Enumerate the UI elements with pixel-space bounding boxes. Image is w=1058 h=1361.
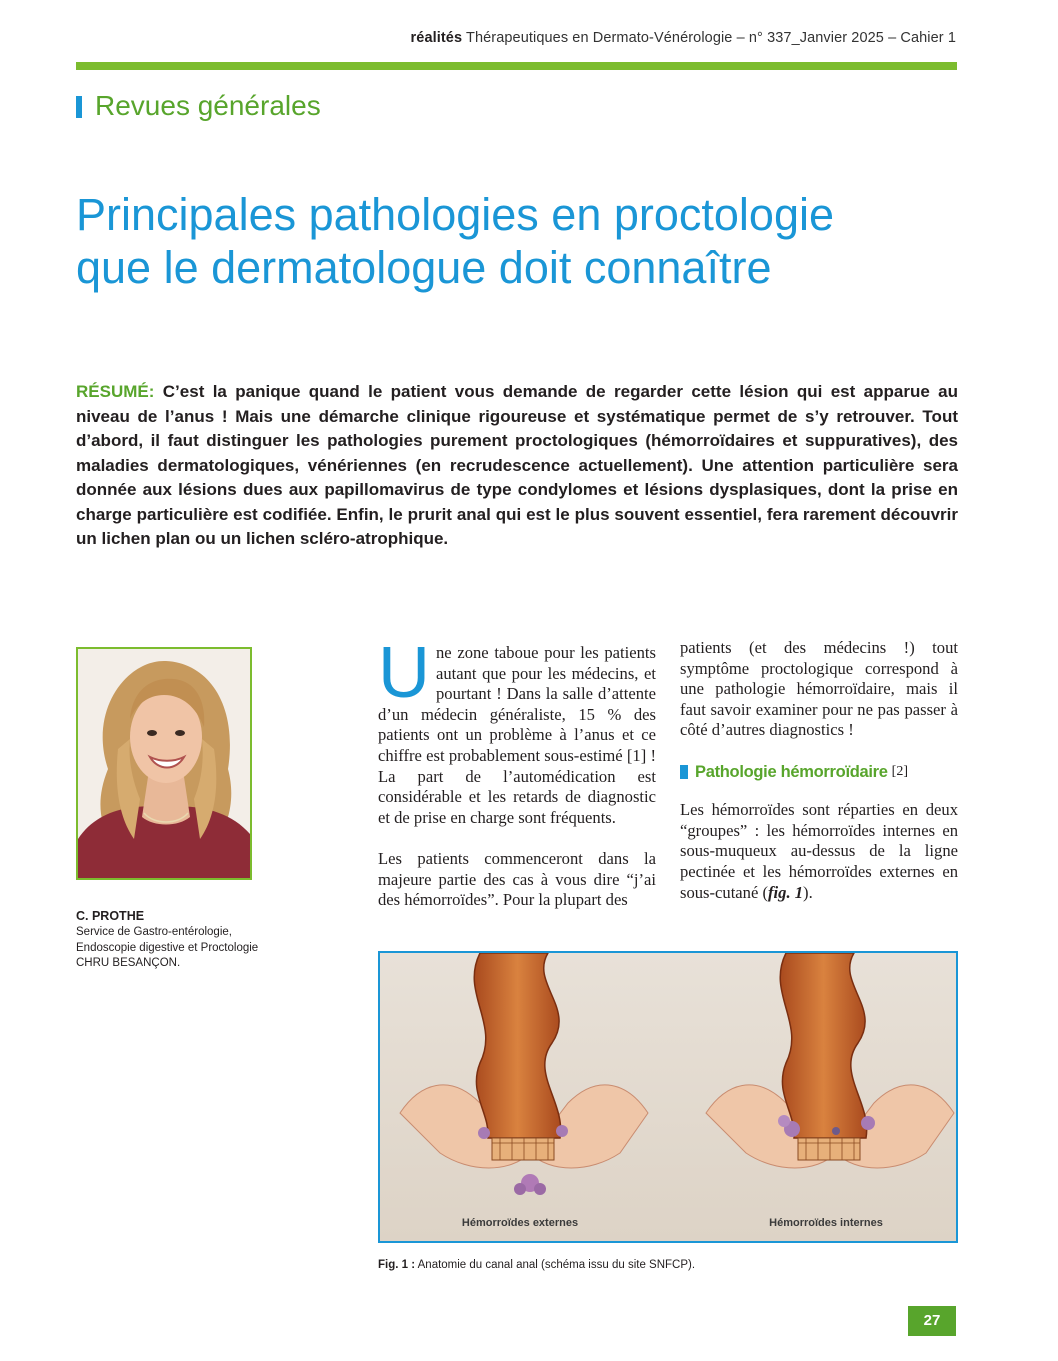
section-title: Pathologie hémorroïdaire xyxy=(695,762,888,781)
left-diagram-label: Hémorroïdes externes xyxy=(461,1217,579,1229)
journal-issue: Thérapeutiques en Dermato-Vénérologie – n° 337_Janvier 2025 – Cahier 1 xyxy=(466,30,956,46)
figure-reference: fig. 1 xyxy=(768,882,804,902)
page-number: 27 xyxy=(908,1306,956,1336)
paragraph-end: ). xyxy=(803,882,813,902)
abstract-text: C’est la panique quand le patient vous demande de regarder cette lésion qui est apparue au niveau de l’anus ! Mais une démarche clinique rigoureuse et systématique permet de s’y retrouver. Tout d’abord, il faut distinguer les pathologies purement proctologiques (hémorroïdaires et suppuratives), des maladies dermatologiques, vénériennes (en recrudescence actuellement). Une attention particulière sera donnée aux lésions dues aux papillomavirus de type condylomes et lésions dysplasiques, dont la prise en charge particulière est codifiée. Enfin, le prurit anal qui est le plus souvent essentiel, fera rarement découvrir un lichen plan ou un lichen scléro-atrophique. xyxy=(76,382,958,548)
rubric-marker xyxy=(76,96,82,118)
affiliation-line: Service de Gastro-entérologie, xyxy=(76,926,232,938)
abstract-label: RÉSUMÉ: xyxy=(76,382,155,401)
title-line: Principales pathologies en proctologie xyxy=(76,189,834,240)
paragraph: patients (et des médecins !) tout symptôme proctologique correspond à une pathologie hémorroïdaire, mais il faut savoir examiner pour ne pas passer à côté d’autres diagnostics ! xyxy=(680,638,958,740)
affiliation-line: Endoscopie digestive et Proctologie xyxy=(76,941,259,954)
section-heading xyxy=(680,762,958,783)
section-marker xyxy=(680,765,688,779)
caption-text: Anatomie du canal anal (schéma issu du site SNFCP). xyxy=(417,1259,696,1271)
abstract xyxy=(76,380,958,552)
article-title xyxy=(76,188,976,294)
right-diagram-label: Hémorroïdes internes xyxy=(769,1217,883,1229)
author-portrait-image xyxy=(78,649,250,878)
author-name: C. PROTHE xyxy=(76,909,145,923)
author-affiliation xyxy=(76,925,306,972)
title-line: que le dermatologue doit connaître xyxy=(76,242,772,293)
paragraph xyxy=(680,800,958,903)
brand-name: réalités xyxy=(410,30,463,46)
paragraph: Les patients commenceront dans la majeure partie des cas à vous dire “j’ai des hémorroïdes”. Pour la plupart des xyxy=(378,848,656,910)
affiliation-line: CHRU BESANÇON. xyxy=(76,957,181,969)
body-column-1 xyxy=(378,633,656,931)
paragraph-text: Les hémorroïdes sont réparties en deux “groupes” : les hémorroïdes internes en sous-muqueux au-dessus de la ligne pectinée et les hémorroïdes externes en sous-cutané ( xyxy=(680,800,958,902)
body-column-2 xyxy=(680,638,958,924)
header-rule xyxy=(76,62,957,70)
running-head xyxy=(411,30,956,46)
figure-anatomy xyxy=(378,951,958,1243)
figure-caption xyxy=(378,1259,695,1271)
drop-cap: U xyxy=(378,633,430,713)
paragraph xyxy=(378,633,656,828)
section-rubric: Revues générales xyxy=(95,90,321,121)
paragraph-text: ne zone taboue pour les patients autant que pour les médecins, et pourtant ! Dans la salle d’attente d’un médecin généraliste, 15 % des patients ont un problème à l’anus et ce chiffre est probablement sous-estimé [1] ! La part de l’automédication est considérable et les retards de diagnostic et de prise en charge sont fréquents. xyxy=(378,643,656,827)
author-photo xyxy=(76,647,252,880)
section-reference: [2] xyxy=(891,763,908,779)
caption-label: Fig. 1 : xyxy=(378,1259,416,1271)
anal-canal-illustration xyxy=(380,953,956,1241)
